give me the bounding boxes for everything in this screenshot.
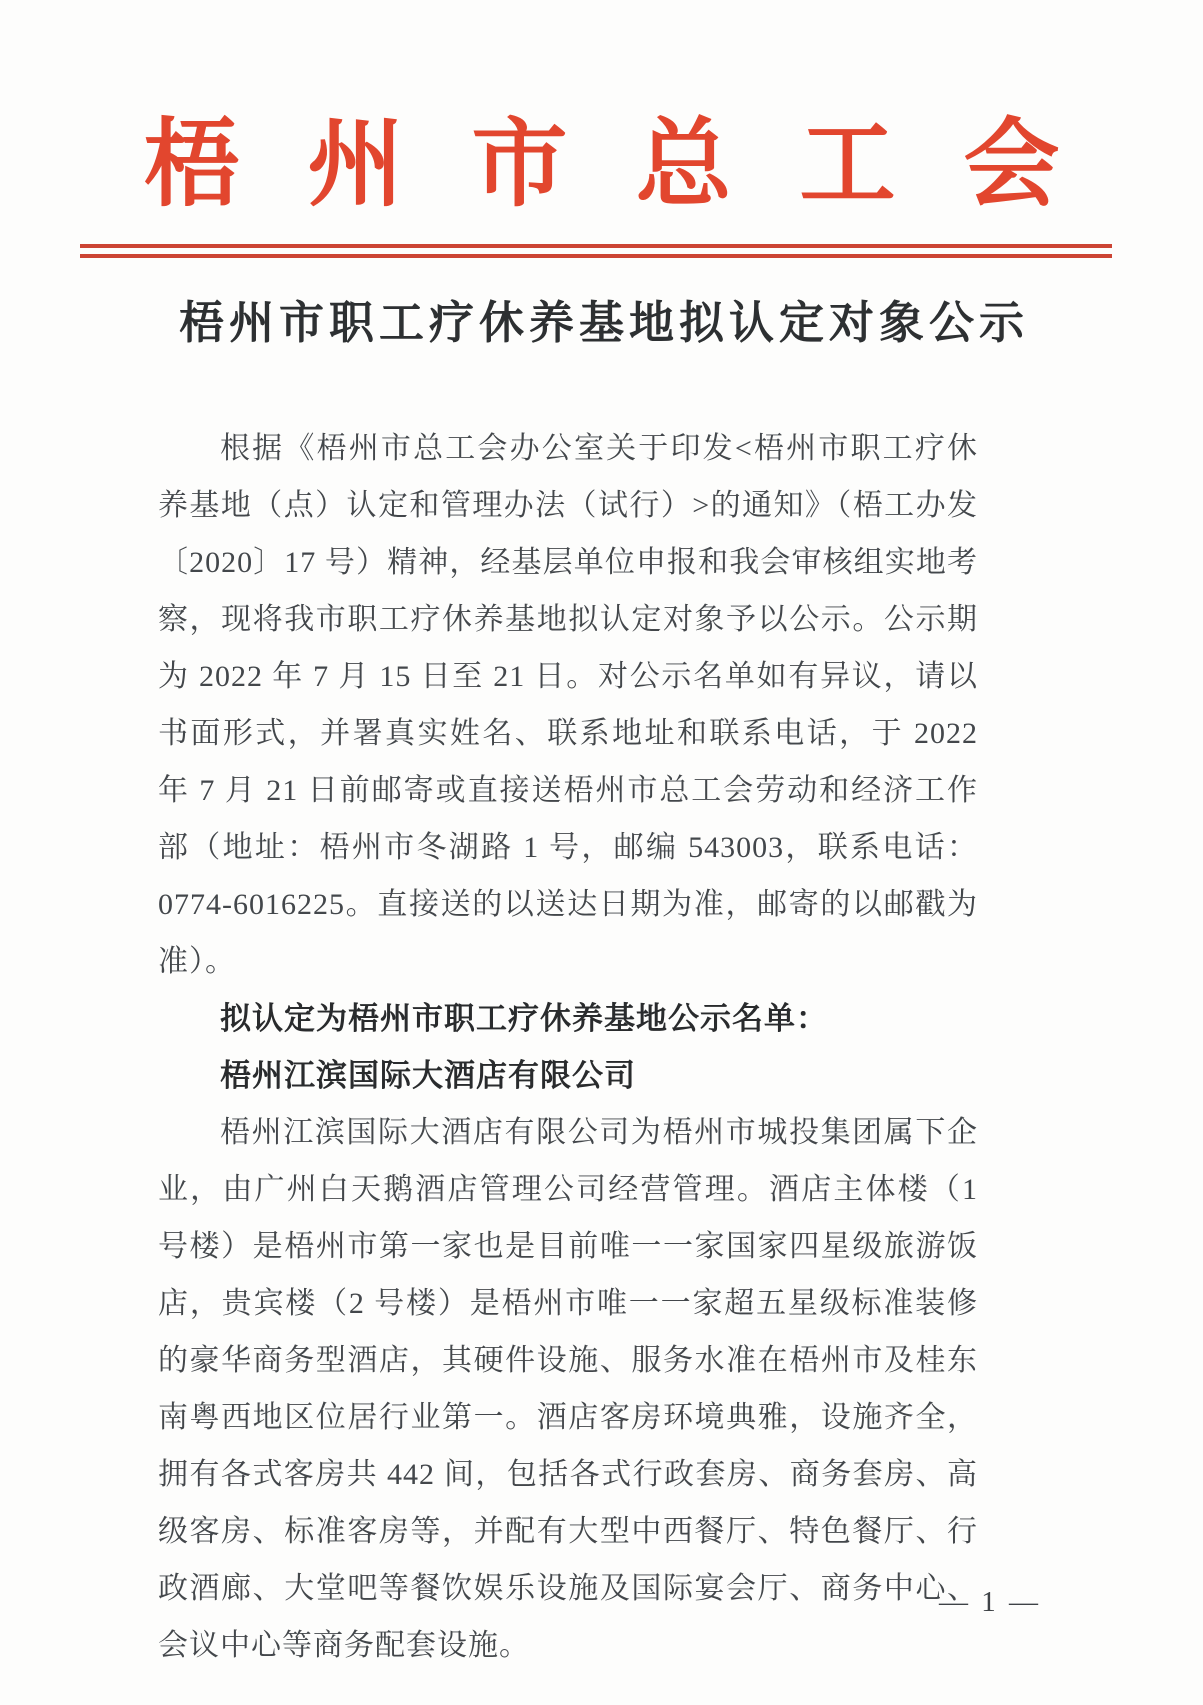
document-title: 梧州市职工疗休养基地拟认定对象公示 xyxy=(178,298,1029,348)
letterhead-rule-top xyxy=(80,244,1112,248)
company-paragraph: 梧州江滨国际大酒店有限公司为梧州市城投集团属下企业，由广州白天鹅酒店管理公司经营管理。酒店主体楼（1 号楼）是梧州市第一家也是目前唯一一家国家四星级旅游饭店，贵宾楼（2 号楼）是梧州市唯一一家超五星级标准装修的豪华商务型酒店，其硬件设施、服务水准在梧州市及桂东南粤西地区位居行业第一。酒店客房环境典雅，设施齐全，拥有各式客房共 442 间，包括各式行政套房、商务套房、高级客房、标准客房等，并配有大型中西餐厅、特色餐厅、行政酒廊、大堂吧等餐饮娱乐设施及国际宴会厅、商务中心、会议中心等商务配套设施。 xyxy=(158,1116,978,1662)
letterhead-title: 梧州市总工会 xyxy=(143,111,1128,218)
letterhead-rule-bottom xyxy=(80,254,1112,258)
list-heading: 拟认定为梧州市职工疗休养基地公示名单： xyxy=(220,1001,828,1036)
intro-paragraph: 根据《梧州市总工会办公室关于印发<梧州市职工疗休养基地（点）认定和管理办法（试行）>的通知》（梧工办发〔2020〕17 号）精神，经基层单位申报和我会审核组实地考察，现将我市职工疗休养基地拟认定对象予以公示。公示期为 2022 年 7 月 15 日至 21 日。对公示名单如有异议，请以书面形式，并署真实姓名、联系地址和联系电话，于 2022 年 7 月 21 日前邮寄或直接送梧州市总工会劳动和经济工作部（地址：梧州市冬湖路 1 号，邮编 543003，联系电话：0774-6016225。直接送的以送达日期为准，邮寄的以邮戳为准）。 xyxy=(158,432,978,978)
page-number: — 1 — xyxy=(939,1586,1041,1618)
company-name: 梧州江滨国际大酒店有限公司 xyxy=(220,1058,636,1093)
body-column xyxy=(158,420,978,1674)
